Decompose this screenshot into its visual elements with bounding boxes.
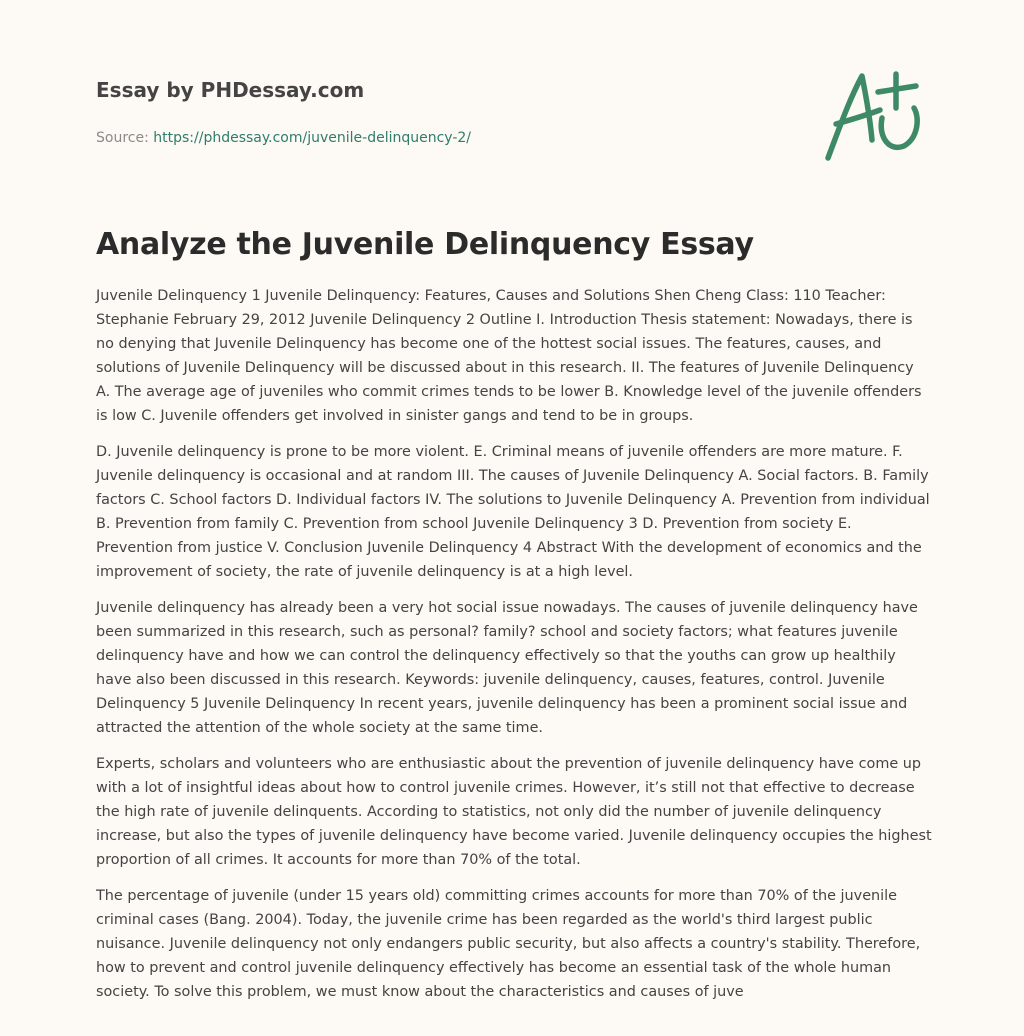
site-brand: Essay by PHDessay.com: [96, 78, 365, 102]
source-label: Source:: [96, 130, 149, 146]
article-paragraph: Experts, scholars and volunteers who are enthusiastic about the prevention of juvenile delinquency have come up with a lot of insightful ideas about how to control juvenile crimes. However, it’s still not that effective to decrease the high rate of juvenile delinquents. According to statistics, not only did the number of juvenile delinquency increase, but also the types of juvenile delinquency have become varied. Juvenile delinquency occupies the highest proportion of all crimes. It accounts for more than 70% of the total.: [96, 756, 932, 868]
source-line: [96, 128, 796, 148]
article-paragraph: The percentage of juvenile (under 15 years old) committing crimes accounts for more than 70% of the juvenile criminal cases (Bang. 2004). Today, the juvenile crime has been regarded as the world's third largest public nuisance. Juvenile delinquency not only endangers public security, but also affects a country's stability. Therefore, how to prevent and control juvenile delinquency effectively has become an essential task of the whole human society. To solve this problem, we must know about the characteristics and causes of juve: [96, 888, 921, 1000]
essay-header: [96, 76, 796, 148]
article-title: Analyze the Juvenile Delinquency Essay: [96, 227, 754, 262]
article-paragraph: Juvenile Delinquency 1 Juvenile Delinquency: Features, Causes and Solutions Shen Cheng Class: 110 Teacher: Stephanie February 29, 2012 Juvenile Delinquency 2 Outline I. Introduction Thesis statement: Nowadays, there is no denying that Juvenile Delinquency has become one of the hottest social issues. The features, causes, and solutions of Juvenile Delinquency will be discussed about in this research. II. The features of Juvenile Delinquency A. The average age of juveniles who commit crimes tends to be lower B. Knowledge level of the juvenile offenders is low C. Juvenile offenders get involved in sinister gangs and tend to be in groups.: [96, 288, 922, 424]
source-link[interactable]: https://phdessay.com/juvenile-delinquency-2/: [153, 130, 472, 146]
article-paragraph: D. Juvenile delinquency is prone to be more violent. E. Criminal means of juvenile offenders are more mature. F. Juvenile delinquency is occasional and at random III. The causes of Juvenile Delinquency A. Social factors. B. Family factors C. School factors D. Individual factors IV. The solutions to Juvenile Delinquency A. Prevention from individual B. Prevention from family C. Prevention from school Juvenile Delinquency 3 D. Prevention from society E. Prevention from justice V. Conclusion Juvenile Delinquency 4 Abstract With the development of economics and the improvement of society, the rate of juvenile delinquency is at a high level.: [96, 444, 930, 580]
a-plus-logo-icon: [820, 66, 928, 166]
article-paragraph: Juvenile delinquency has already been a very hot social issue nowadays. The causes of juvenile delinquency have been summarized in this research, such as personal? family? school and society factors; what features juvenile delinquency have and how we can control the delinquency effectively so that the youths can grow up healthily have also been discussed in this research. Keywords: juvenile delinquency, causes, features, control. Juvenile Delinquency 5 Juvenile Delinquency In recent years, juvenile delinquency has been a prominent social issue and attracted the attention of the whole society at the same time.: [96, 600, 918, 736]
article-body: [96, 284, 932, 1016]
